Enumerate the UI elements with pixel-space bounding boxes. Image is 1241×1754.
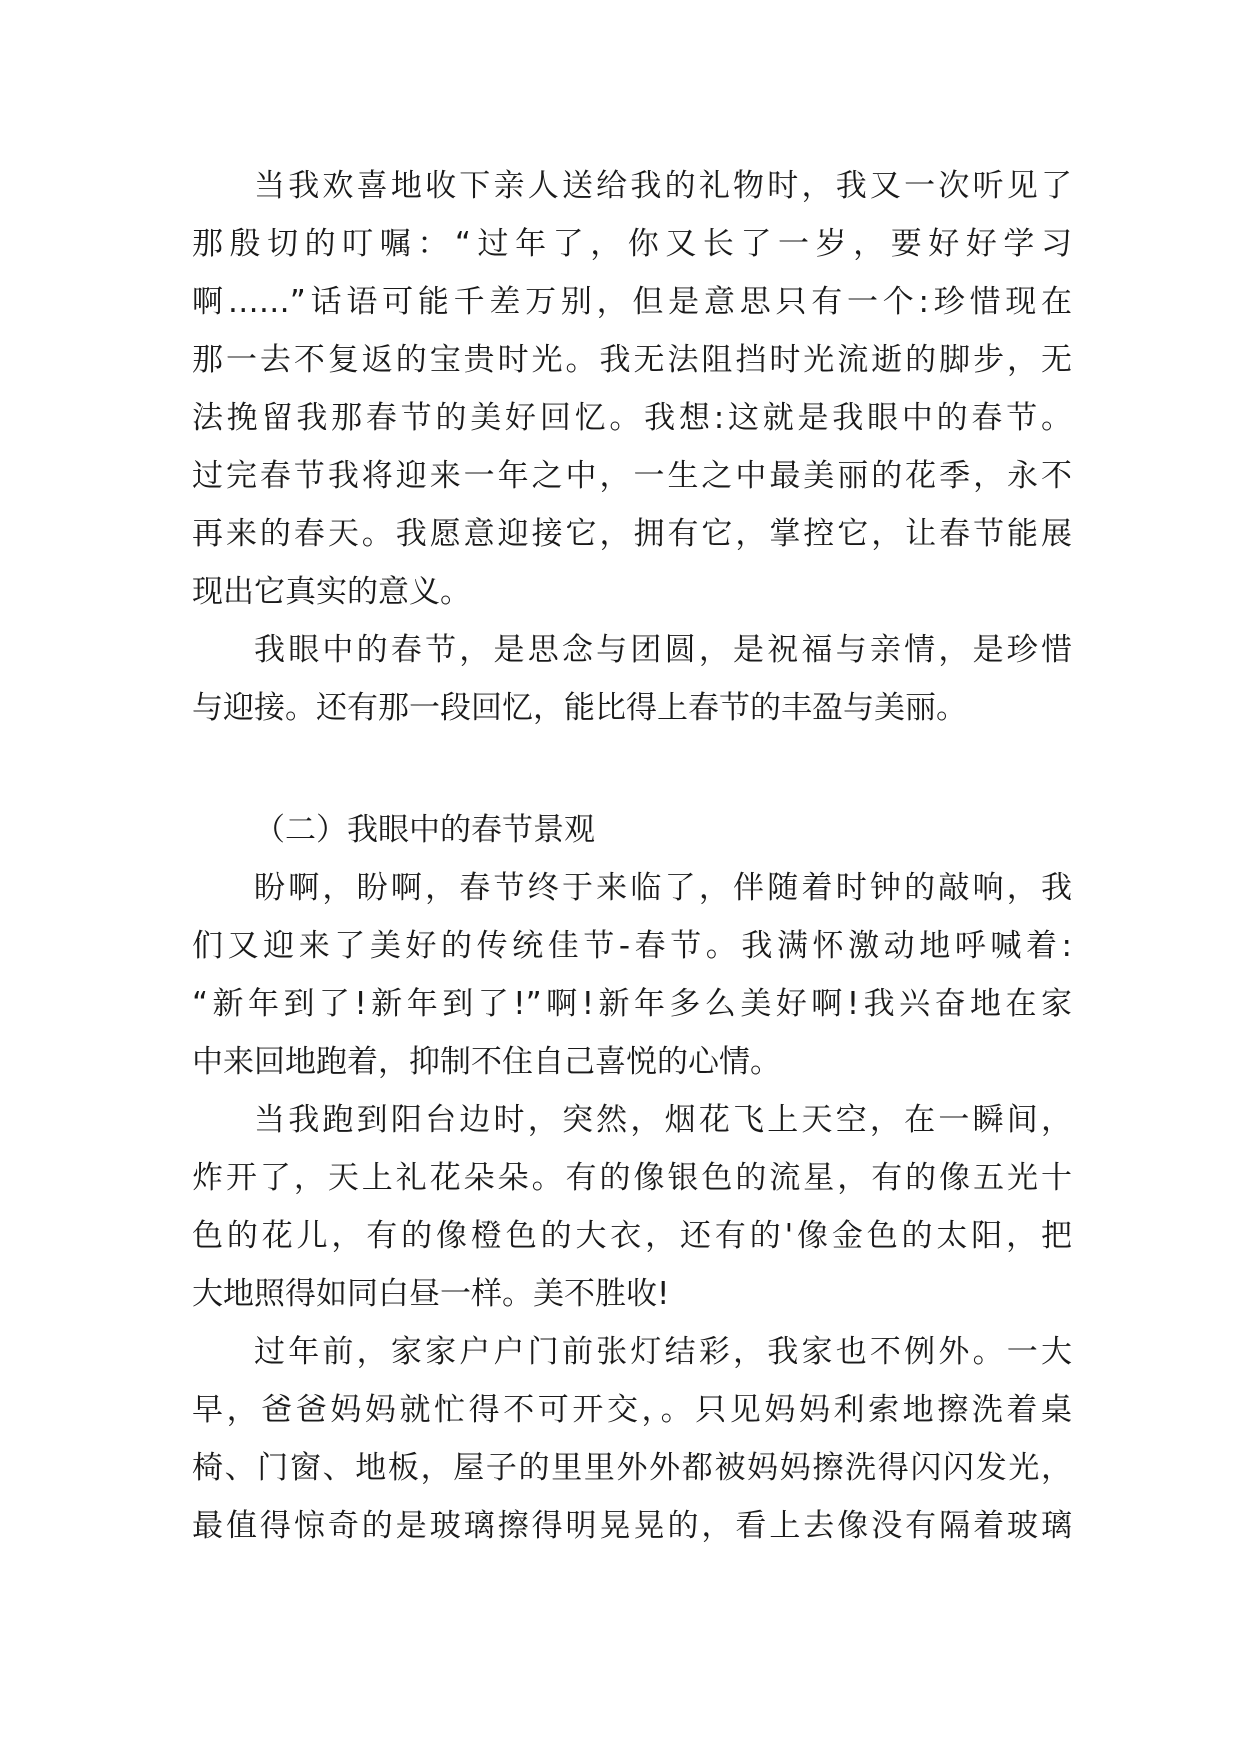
text-line: 再来的春天。我愿意迎接它，拥有它，掌控它，让春节能展 — [192, 516, 1072, 552]
text-line: 法挽留我那春节的美好回忆。我想:这就是我眼中的春节。 — [192, 400, 1072, 436]
text-line: 们又迎来了美好的传统佳节-春节。我满怀激动地呼喊着: — [192, 928, 1072, 964]
paragraph-house-cleaning — [192, 1323, 1072, 1555]
text-line: 炸开了，天上礼花朵朵。有的像银色的流星，有的像五光十 — [192, 1160, 1072, 1196]
text-line: 最值得惊奇的是玻璃擦得明晃晃的，看上去像没有隔着玻璃 — [192, 1508, 1072, 1544]
text-line: 当我欢喜地收下亲人送给我的礼物时，我又一次听见了 — [254, 168, 1072, 204]
paragraph-spring-festival-meaning — [192, 621, 1072, 737]
section-heading: （二）我眼中的春节景观 — [254, 812, 595, 848]
text-line: 那一去不复返的宝贵时光。我无法阻挡时光流逝的脚步，无 — [192, 342, 1072, 378]
text-line: 那殷切的叮嘱：“过年了，你又长了一岁，要好好学习 — [192, 226, 1072, 262]
text-line: 啊……”话语可能千差万别，但是意思只有一个:珍惜现在 — [192, 284, 1072, 320]
text-line: 与迎接。还有那一段回忆，能比得上春节的丰盈与美丽。 — [192, 690, 967, 726]
text-line: 现出它真实的意义。 — [192, 574, 471, 610]
text-line: 色的花儿，有的像橙色的大衣，还有的'像金色的太阳，把 — [192, 1218, 1072, 1254]
text-line: 早，爸爸妈妈就忙得不可开交，。只见妈妈利索地擦洗着桌 — [192, 1392, 1072, 1428]
text-line: 椅、门窗、地板，屋子的里里外外都被妈妈擦洗得闪闪发光， — [192, 1450, 1072, 1486]
paragraph-gift-reminder — [192, 157, 1072, 621]
paragraph-festival-arrives — [192, 859, 1072, 1091]
text-line: “新年到了!新年到了!”啊!新年多么美好啊!我兴奋地在家 — [192, 986, 1072, 1022]
text-line: 大地照得如同白昼一样。美不胜收! — [192, 1276, 670, 1312]
text-line: 过完春节我将迎来一年之中，一生之中最美丽的花季，永不 — [192, 458, 1072, 494]
text-line: 盼啊，盼啊，春节终于来临了，伴随着时钟的敲响，我 — [254, 870, 1072, 906]
document-body — [192, 157, 1072, 1555]
text-line: 当我跑到阳台边时，突然，烟花飞上天空，在一瞬间， — [254, 1102, 1072, 1138]
paragraph-fireworks — [192, 1091, 1072, 1323]
section-spacer — [192, 737, 1072, 801]
text-line: 我眼中的春节，是思念与团圆，是祝福与亲情，是珍惜 — [254, 632, 1072, 668]
text-line: 过年前，家家户户门前张灯结彩，我家也不例外。一大 — [254, 1334, 1072, 1370]
text-line: 中来回地跑着，抑制不住自己喜悦的心情。 — [192, 1044, 781, 1080]
